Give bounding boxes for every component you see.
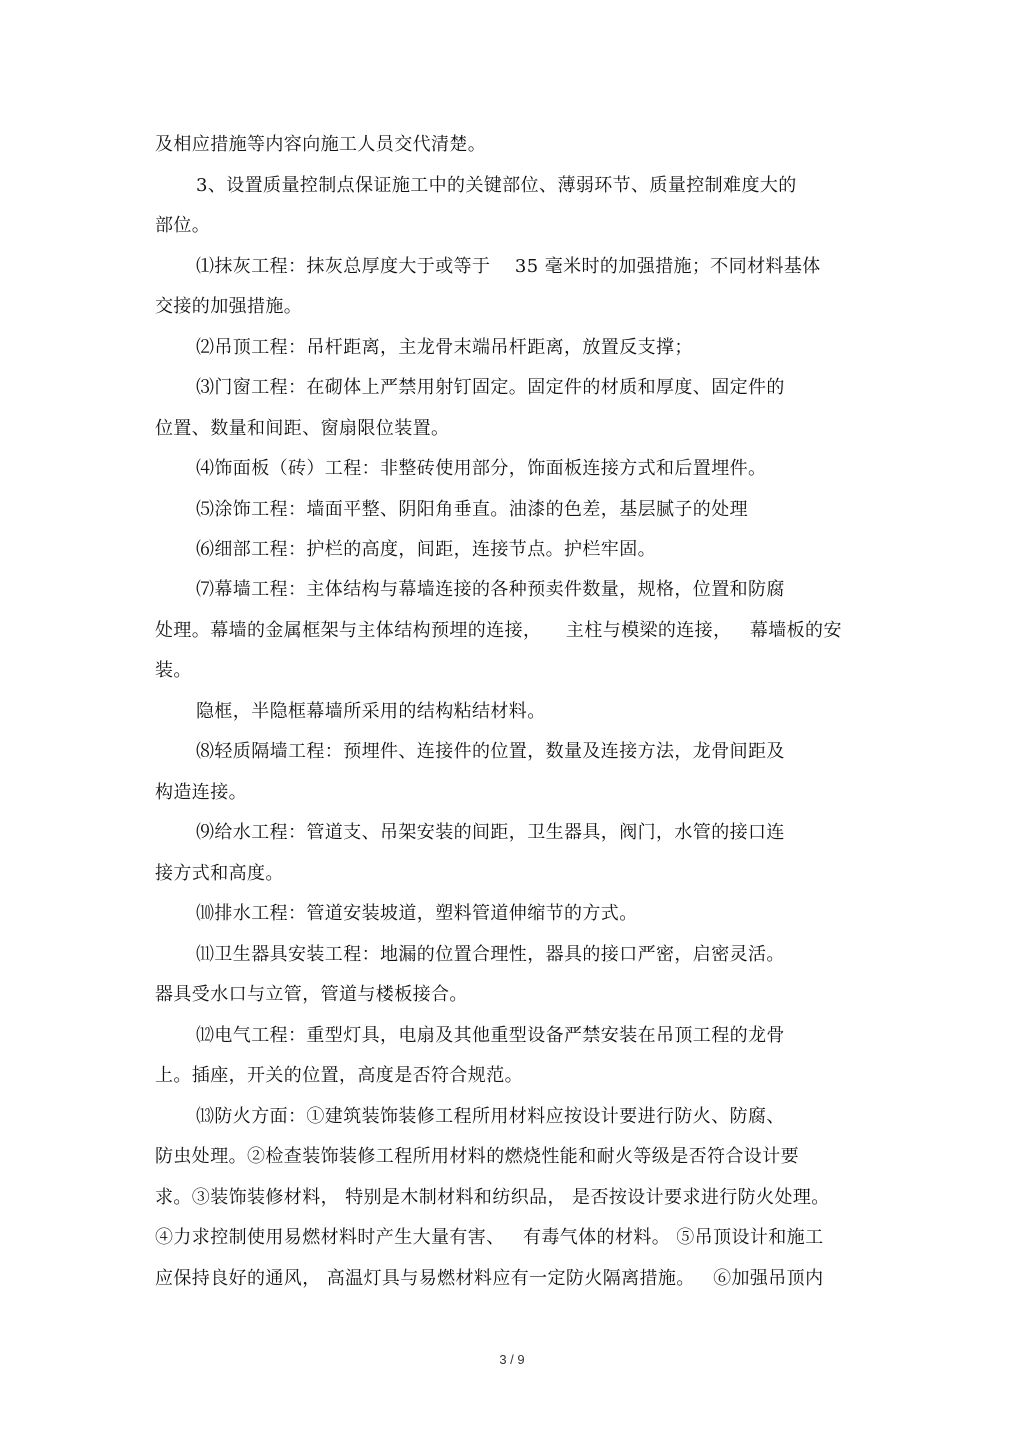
text-line: 处理。幕墙的金属框架与主体结构预埋的连接， 主柱与模梁的连接， 幕墙板的安: [155, 620, 842, 641]
text-line: ⑼给水工程：管道支、吊架安装的间距，卫生器具，阀门，水管的接口连: [196, 822, 785, 843]
text-line: 器具受水口与立管，管道与楼板接合。: [155, 984, 468, 1005]
text-line: 接方式和高度。: [155, 863, 284, 884]
text-line: 应保持良好的通风， 高温灯具与易燃材料应有一定防火隔离措施。 ⑥加强吊顶内: [155, 1268, 824, 1289]
text-line: ⑶门窗工程：在砌体上严禁用射钉固定。固定件的材质和厚度、固定件的: [196, 377, 785, 398]
text-line: 上。插座，开关的位置，高度是否符合规范。: [155, 1065, 523, 1086]
text-line: 位置、数量和间距、窗扇限位装置。: [155, 418, 450, 439]
text-line: 3、设置质量控制点保证施工中的关键部位、薄弱环节、质量控制难度大的: [196, 175, 797, 196]
text-line: 部位。: [155, 215, 211, 236]
text-line: ⑿电气工程：重型灯具，电扇及其他重型设备严禁安装在吊顶工程的龙骨: [196, 1025, 785, 1046]
text-line: ⑵吊顶工程：吊杆距离，主龙骨末端吊杆距离，放置反支撑；: [196, 337, 693, 358]
text-line: 装。: [155, 660, 192, 681]
text-line: 隐框，半隐框幕墙所采用的结构粘结材料。: [196, 701, 546, 722]
page-number: 3 / 9: [499, 1352, 525, 1367]
text-line: 及相应措施等内容向施工人员交代清楚。: [155, 134, 487, 155]
text-line: ⑹细部工程：护栏的高度，间距，连接节点。护栏牢固。: [196, 539, 656, 560]
text-line: ⑺幕墙工程：主体结构与幕墙连接的各种预卖件数量，规格，位置和防腐: [196, 579, 785, 600]
text-line: ⑻轻质隔墙工程：预埋件、连接件的位置，数量及连接方法，龙骨间距及: [196, 741, 785, 762]
text-line: ⑷饰面板（砖）工程：非整砖使用部分，饰面板连接方式和后置埋件。: [196, 458, 767, 479]
text-line: ④力求控制使用易燃材料时产生大量有害、 有毒气体的材料。 ⑤吊顶设计和施工: [155, 1227, 824, 1248]
text-line: 防虫处理。②检查装饰装修工程所用材料的燃烧性能和耐火等级是否符合设计要: [155, 1146, 799, 1167]
text-line: ⑴抹灰工程：抹灰总厚度大于或等于 35 毫米时的加强措施；不同材料基体: [196, 256, 821, 277]
text-line: 构造连接。: [155, 782, 247, 803]
text-line: 交接的加强措施。: [155, 296, 303, 317]
text-line: ⑽排水工程：管道安装坡道，塑料管道伸缩节的方式。: [196, 903, 638, 924]
text-line: ⑸涂饰工程：墙面平整、阴阳角垂直。油漆的色差，基层腻子的处理: [196, 499, 748, 520]
text-line: ⑾卫生器具安装工程：地漏的位置合理性，器具的接口严密，启密灵活。: [196, 944, 785, 965]
text-line: 求。③装饰装修材料， 特别是木制材料和纺织品， 是否按设计要求进行防火处理。: [155, 1187, 830, 1208]
text-line: ⒀防火方面：①建筑装饰装修工程所用材料应按设计要进行防火、防腐、: [196, 1106, 785, 1127]
